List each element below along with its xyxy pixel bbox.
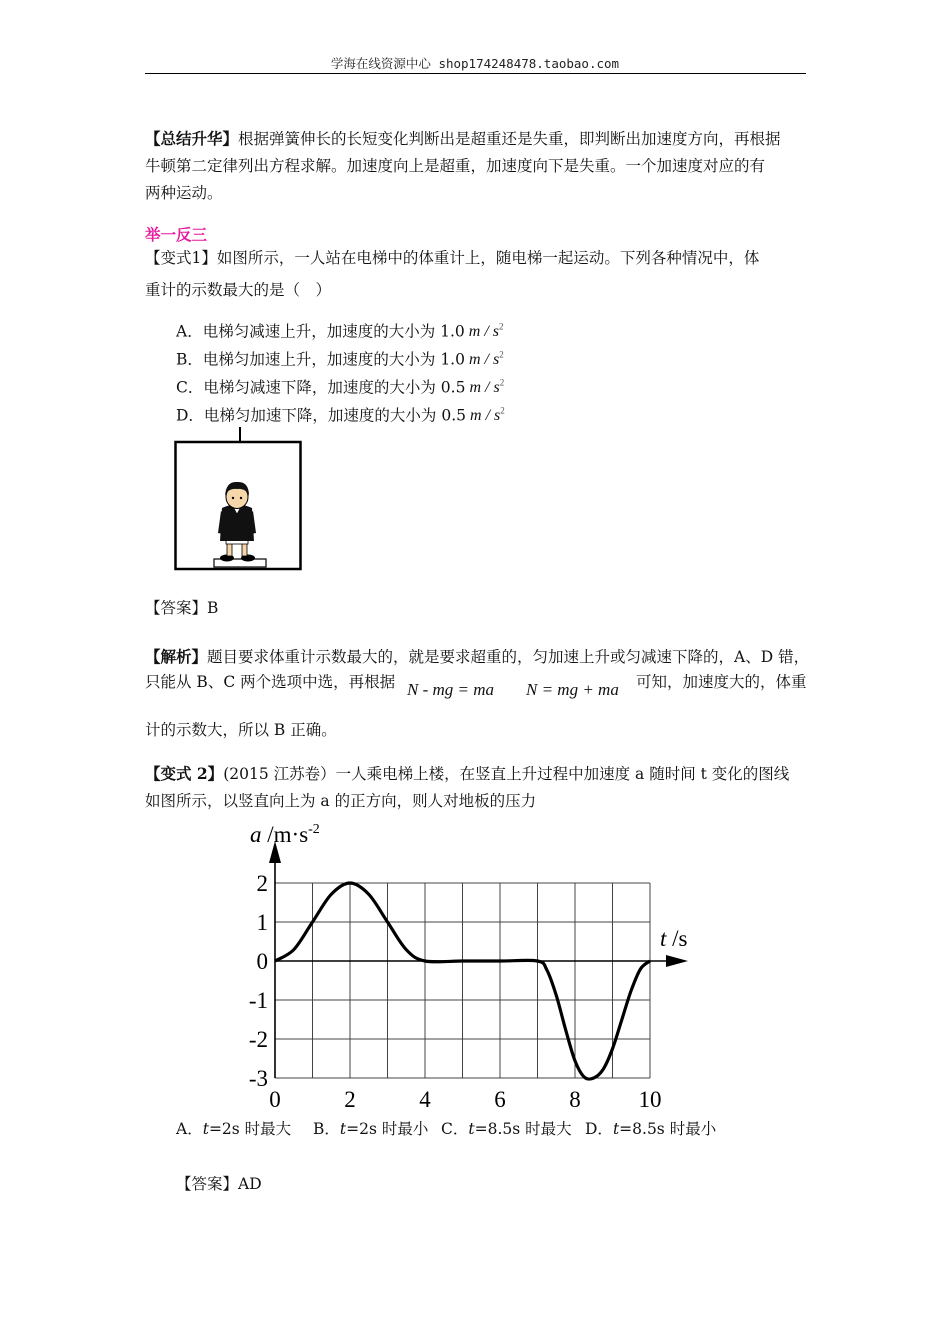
y-tick-label: -1	[248, 988, 268, 1013]
q2-option-d-var: t	[612, 1120, 620, 1138]
q1-option-b	[176, 343, 504, 372]
summary-line1: 根据弹簧伸长的长短变化判断出是超重还是失重，即判断出加速度方向，再根据	[238, 130, 781, 148]
q1-stem	[145, 245, 815, 304]
analysis-line1: 题目要求体重计示数最大的，就是要求超重的，匀加速上升或匀减速下降的，A、D 错，	[207, 648, 810, 666]
acceleration-chart	[230, 815, 710, 1115]
analysis-line2b: 可知，加速度大的，体重	[636, 673, 807, 691]
q2-option-d-letter: D．	[585, 1120, 613, 1138]
q1-option-a-unit-exp: 2	[499, 322, 504, 332]
header-rule	[145, 73, 806, 74]
q1-option-d	[176, 399, 505, 428]
q1-option-c-unit	[469, 379, 504, 396]
left-eye	[232, 497, 234, 499]
q2-line2: 如图所示，以竖直向上为 a 的正方向，则人对地板的压力	[145, 792, 537, 810]
q2-label: 【变式 2】	[145, 764, 224, 783]
q2-option-b-var: t	[339, 1120, 347, 1138]
x-tick-label: 2	[344, 1087, 356, 1112]
y-axis-unit: /m·s	[261, 822, 309, 847]
q2-option-b-text: =2s 时最小	[346, 1120, 429, 1138]
q1-option-d-text: D．电梯匀加速下降，加速度的大小为 0.5	[176, 406, 467, 425]
q2-option-c	[441, 1117, 572, 1139]
q1-option-b-unit-text: m / s	[468, 351, 500, 369]
q1-label: 【变式1】	[145, 249, 217, 267]
q1-option-d-unit-exp: 2	[500, 406, 505, 416]
x-axis-label	[660, 926, 688, 951]
x-axis-arrow	[666, 955, 688, 967]
y-axis-var: a	[250, 822, 262, 847]
right-eye	[240, 497, 242, 499]
q2-option-b-letter: B．	[313, 1120, 340, 1138]
q2-option-b	[313, 1117, 428, 1139]
q2-option-a-var: t	[202, 1120, 209, 1138]
q1-line2: 重计的示数最大的是（ ）	[145, 281, 332, 299]
q2-option-a	[176, 1117, 291, 1139]
q2-option-d	[585, 1117, 716, 1139]
x-axis-unit: /s	[666, 926, 688, 951]
q1-answer: 【答案】B	[145, 599, 219, 617]
analysis-line2a: 只能从 B、C 两个选项中选，再根据	[145, 673, 396, 691]
q2-answer: 【答案】AD	[176, 1175, 262, 1193]
summary-label: 【总结升华】	[145, 129, 239, 148]
x-tick-label: 6	[494, 1087, 506, 1112]
summary-line2: 牛顿第二定律列出方程求解。加速度向上是超重，加速度向下是失重。一个加速度对应的有	[145, 157, 766, 175]
summary-line3: 两种运动。	[145, 184, 223, 202]
analysis-line3: 计的示数大，所以 B 正确。	[145, 721, 337, 739]
q1-option-b-unit-exp: 2	[499, 350, 504, 360]
q2-line1: (2015 江苏卷）一人乘电梯上楼，在竖直上升过程中加速度 a 随时间 t 变化的图线	[223, 765, 790, 783]
y-axis-label	[250, 822, 320, 847]
chart-grid	[275, 883, 650, 1078]
q1-option-c-unit-exp: 2	[499, 378, 505, 388]
x-tick-label: 0	[269, 1087, 281, 1112]
y-tick-label: 0	[256, 949, 268, 974]
q2-option-c-text: =8.5s 时最大	[474, 1120, 572, 1138]
elevator-illustration	[170, 425, 310, 575]
q1-option-a	[176, 315, 504, 344]
q2-option-a-letter: A．	[176, 1120, 203, 1138]
x-axis-var: t	[660, 926, 667, 951]
analysis-label: 【解析】	[145, 647, 208, 666]
q2-option-c-var: t	[468, 1120, 475, 1138]
q1-option-c	[176, 371, 504, 400]
y-tick-label: 2	[256, 871, 268, 896]
summary-paragraph	[145, 125, 815, 207]
q1-option-d-unit-text: m / s	[470, 407, 501, 425]
q1-option-c-text: C．电梯匀减速下降，加速度的大小为 0.5	[176, 378, 466, 397]
q1-line1: 如图所示，一人站在电梯中的体重计上，随电梯一起运动。下列各种情况中，体	[216, 249, 760, 267]
x-tick-label: 8	[569, 1087, 581, 1112]
q1-option-c-unit-text: m / s	[469, 379, 500, 397]
q1-option-d-unit	[470, 407, 505, 424]
x-tick-label: 4	[419, 1087, 431, 1112]
y-tick-label: -3	[248, 1066, 268, 1091]
y-axis-exp: -2	[308, 822, 320, 837]
q1-option-a-text: A．电梯匀减速上升，加速度的大小为 1.0	[176, 322, 465, 341]
y-tick-label: -2	[248, 1027, 268, 1052]
q1-analysis	[145, 644, 825, 670]
q2-option-c-letter: C．	[441, 1120, 469, 1138]
q1-option-b-text: B．电梯匀加速上升，加速度的大小为 1.0	[176, 350, 465, 369]
formula-1: N - mg = ma	[407, 680, 495, 699]
formula-2: N = mg + ma	[526, 680, 619, 699]
x-tick-label: 10	[638, 1087, 662, 1112]
section-title: 举一反三	[145, 225, 208, 244]
q1-option-b-unit	[469, 351, 504, 368]
q1-option-a-unit-text: m / s	[468, 323, 500, 341]
q1-option-a-unit	[469, 323, 504, 340]
q2-stem	[145, 760, 815, 815]
q2-option-a-text: =2s 时最大	[208, 1120, 292, 1138]
y-tick-label: 1	[256, 910, 268, 935]
page-header: 学海在线资源中心 shop174248478.taobao.com	[330, 56, 620, 71]
q2-option-d-text: =8.5s 时最小	[619, 1120, 717, 1138]
